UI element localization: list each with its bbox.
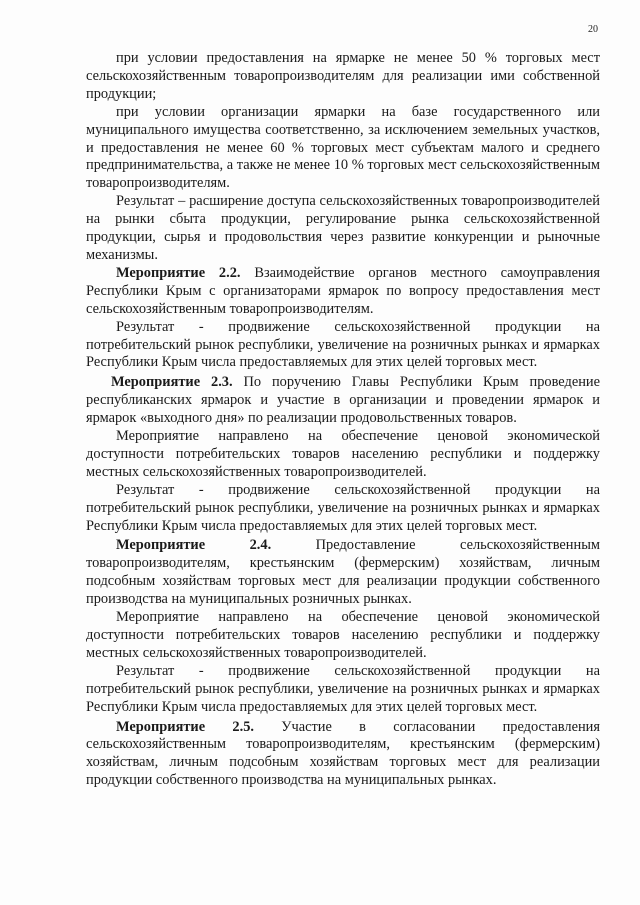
paragraph-measure-2-3: Мероприятие 2.3. По поручению Главы Республики Крым проведение республиканских ярмарок и участие в организации и проведении ярмарок и ярмарок «выходного дня» по реализации продовольственных товаров.	[86, 374, 600, 427]
paragraph-condition-50: при условии предоставления на ярмарке не менее 50 % торговых мест сельскохозяйственным товаропроизводителям для реализации ими собственной продукции;	[86, 50, 600, 102]
paragraph-measure-2-5: Мероприятие 2.5. Участие в согласовании предоставления сельскохозяйственным товаропроизводителям, крестьянским (фермерским) хозяйствам, личным подсобным хозяйствам торговых мест для реализации продукции собственного производства на муниципальных рынках.	[86, 718, 600, 789]
paragraph-result-promotion: Результат - продвижение сельскохозяйственной продукции на потребительский рынок республики, увеличение на розничных рынках и ярмарках Республики Крым числа предоставляемых для этих целей торговых мест.	[86, 318, 600, 371]
paragraph-measure-aim: Мероприятие направлено на обеспечение ценовой экономической доступности потребительских товаров населению республики и поддержку местных сельскохозяйственных товаропроизводителей.	[86, 428, 600, 480]
paragraph-measure-2-2: Мероприятие 2.2. Взаимодействие органов местного самоуправления Республики Крым с организаторами ярмарок по вопросу предоставления мест сельскохозяйственным товаропроизводителям.	[86, 264, 600, 317]
measure-heading: Мероприятие 2.4.	[116, 537, 272, 554]
paragraph-result-promotion: Результат - продвижение сельскохозяйственной продукции на потребительский рынок республики, увеличение на розничных рынках и ярмарках Республики Крым числа предоставляемых для этих целей торговых мест.	[86, 481, 600, 534]
paragraph-measure-2-4: Мероприятие 2.4. Предоставление сельскохозяйственным товаропроизводителям, крестьянским (фермерским) хозяйствам, личным подсобным хозяйствам торговых мест для реализации продукции собственного производства на муниципальных розничных рынках.	[86, 537, 600, 608]
measure-heading: Мероприятие 2.2.	[116, 264, 241, 281]
page-number: 20	[588, 24, 598, 35]
measure-heading: Мероприятие 2.3.	[111, 374, 233, 391]
paragraph-measure-aim: Мероприятие направлено на обеспечение ценовой экономической доступности потребительских товаров населению республики и поддержку местных сельскохозяйственных товаропроизводителей.	[86, 609, 600, 661]
paragraph-result-access: Результат – расширение доступа сельскохозяйственных товаропроизводителей на рынки сбыта продукции, регулирование рынка сельскохозяйственной продукции, сырья и продовольствия через развитие конкуренции и рыночные механизмы.	[86, 193, 600, 263]
measure-heading: Мероприятие 2.5.	[116, 718, 254, 735]
paragraph-result-promotion: Результат - продвижение сельскохозяйственной продукции на потребительский рынок республики, увеличение на розничных рынках и ярмарках Республики Крым числа предоставляемых для этих целей торговых мест.	[86, 662, 600, 715]
paragraph-condition-60: при условии организации ярмарки на базе государственного или муниципального имущества соответственно, за исключением земельных участков, и предоставления не менее 60 % торговых мест субъектам малого и среднего предпринимательства, а также не менее 10 % торговых мест сельскохозяйственным товаропроизводителям.	[86, 103, 600, 192]
document-body	[86, 50, 600, 790]
